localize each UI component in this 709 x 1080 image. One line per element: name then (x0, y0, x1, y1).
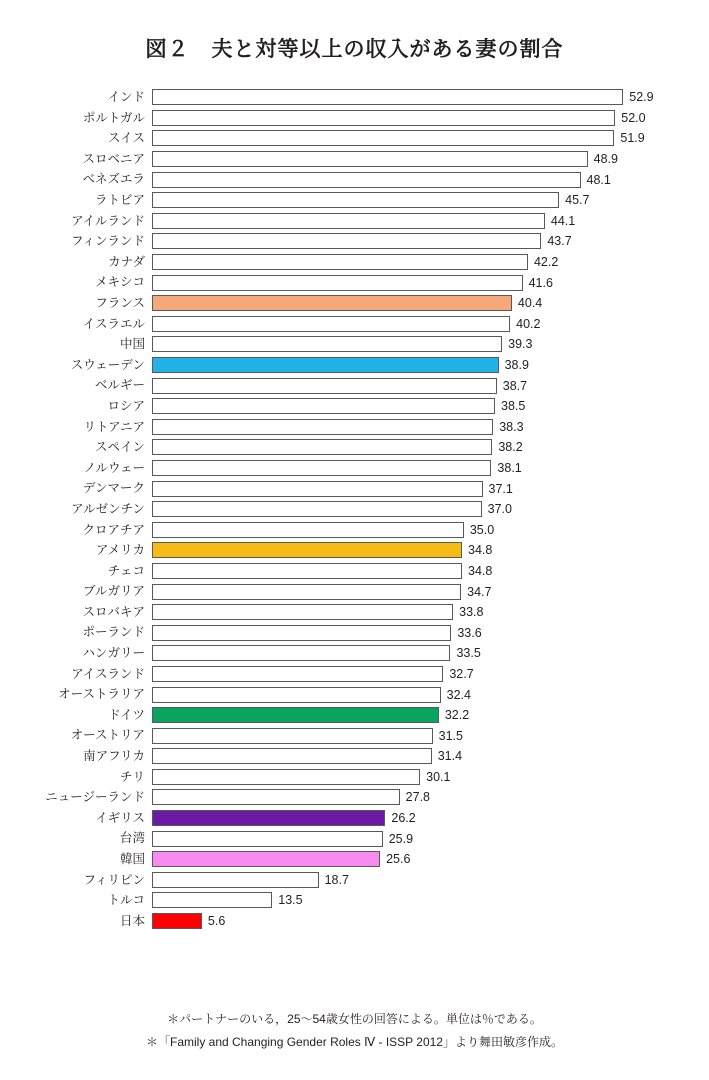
category-label: ポーランド (82, 625, 145, 640)
bar-value-label: 27.8 (405, 790, 431, 805)
bar (152, 687, 441, 703)
bar-value-label: 38.5 (501, 399, 526, 414)
bar-value-label: 25.6 (386, 852, 411, 867)
category-label: フランス (95, 295, 145, 310)
category-label: クロアチア (82, 522, 145, 537)
chart-row (0, 478, 709, 499)
bar-track (152, 645, 709, 661)
bar-track (152, 378, 709, 394)
bar-track (152, 707, 709, 723)
category-label: 南アフリカ (83, 749, 145, 764)
bar (152, 501, 482, 517)
bar (152, 892, 272, 908)
chart-row (0, 890, 709, 911)
bar (152, 707, 439, 723)
footnote-1: ＊パートナーのいる，25〜54歳女性の回答による。単位は％である。 (167, 1012, 542, 1027)
category-label: イスラエル (82, 316, 145, 331)
bar-track (152, 130, 709, 146)
bar-track (152, 439, 709, 455)
bar-value-label: 32.2 (444, 708, 470, 723)
footnotes (0, 1008, 709, 1054)
chart-row (0, 787, 709, 808)
chart-row (0, 519, 709, 540)
bar-track (152, 481, 709, 497)
bar (152, 872, 319, 888)
bar-value-label: 37.0 (487, 502, 512, 517)
category-label: スロバキア (82, 604, 145, 619)
bar-value-label: 33.8 (459, 605, 484, 620)
category-label: デンマーク (82, 481, 145, 496)
bar-value-label: 34.8 (468, 543, 493, 558)
bar-value-label: 43.7 (547, 234, 572, 249)
bar (152, 604, 453, 620)
chart-row (0, 540, 709, 561)
category-label: フィリピン (83, 872, 145, 887)
bar (152, 275, 523, 291)
bar (152, 625, 451, 641)
bar (152, 748, 432, 764)
bar-value-label: 38.3 (499, 419, 524, 434)
bar-value-label: 31.5 (438, 728, 463, 743)
chart-row (0, 849, 709, 870)
bar (152, 522, 464, 538)
bar (152, 89, 623, 105)
chart-row (0, 746, 709, 767)
category-label: スイス (107, 131, 145, 146)
bar-value-label: 44.1 (550, 213, 576, 228)
bar (152, 913, 202, 929)
bar-track (152, 275, 709, 291)
bar-value-label: 41.6 (528, 275, 553, 290)
bar-track (152, 192, 709, 208)
category-label: 韓国 (119, 852, 145, 867)
category-label: スロベニア (82, 151, 145, 166)
bar-track (152, 213, 709, 229)
bar (152, 584, 461, 600)
chart-row (0, 664, 709, 685)
bar-value-label: 34.7 (467, 584, 492, 599)
chart-row (0, 767, 709, 788)
bar-value-label: 40.2 (516, 316, 541, 331)
bar (152, 254, 528, 270)
bar-track (152, 172, 709, 188)
bar-value-label: 35.0 (469, 522, 495, 537)
bar-value-label: 13.5 (278, 893, 303, 908)
category-label: インド (107, 90, 145, 105)
category-label: カナダ (108, 254, 145, 269)
bar (152, 851, 380, 867)
chart-row (0, 231, 709, 252)
bar-track (152, 769, 709, 785)
chart-row (0, 684, 709, 705)
bar-track (152, 831, 709, 847)
chart-row (0, 808, 709, 829)
category-label: ドイツ (108, 707, 145, 722)
bar-value-label: 33.5 (456, 646, 481, 661)
bar (152, 192, 559, 208)
chart-row (0, 602, 709, 623)
bar (152, 645, 450, 661)
bar-track (152, 357, 709, 373)
bar-track (152, 501, 709, 517)
bar (152, 419, 493, 435)
bar-track (152, 625, 709, 641)
bar (152, 213, 545, 229)
bar (152, 481, 483, 497)
bar-value-label: 31.4 (437, 749, 463, 764)
bar-value-label: 38.9 (504, 358, 529, 373)
chart-row (0, 705, 709, 726)
bar-value-label: 18.7 (324, 872, 349, 887)
chart-row (0, 417, 709, 438)
bar-track (152, 254, 709, 270)
bar-track (152, 233, 709, 249)
bar-value-label: 5.6 (207, 914, 226, 929)
chart-row (0, 108, 709, 129)
bar (152, 769, 420, 785)
bar-value-label: 42.2 (533, 255, 559, 270)
bar-value-label: 48.9 (593, 152, 618, 167)
bar (152, 810, 385, 826)
category-label: ハンガリー (82, 646, 145, 661)
bar (152, 563, 462, 579)
bar (152, 130, 614, 146)
category-label: チリ (119, 769, 145, 784)
chart-row (0, 870, 709, 891)
category-label: トルコ (107, 893, 145, 908)
chart-row (0, 561, 709, 582)
bar-track (152, 460, 709, 476)
chart-row (0, 458, 709, 479)
bar-track (152, 913, 709, 929)
bar-track (152, 748, 709, 764)
category-label: アメリカ (95, 543, 145, 558)
bar-value-label: 52.9 (629, 90, 654, 105)
category-label: オーストリア (70, 728, 145, 743)
bar (152, 378, 497, 394)
bar-value-label: 30.1 (426, 769, 451, 784)
bar-track (152, 110, 709, 126)
category-label: スペイン (94, 440, 145, 455)
chart-row (0, 87, 709, 108)
bar (152, 439, 492, 455)
bar-track (152, 316, 709, 332)
category-label: ニュージーランド (45, 790, 145, 805)
bar (152, 172, 581, 188)
bar-track (152, 151, 709, 167)
category-label: メキシコ (95, 275, 145, 290)
bar (152, 357, 499, 373)
bar-value-label: 32.4 (446, 687, 471, 702)
bar-value-label: 25.9 (388, 831, 414, 846)
category-label: 日本 (119, 913, 145, 928)
category-label: アイスランド (71, 666, 145, 681)
bar (152, 336, 502, 352)
category-label: ノルウェー (83, 460, 145, 475)
bar (152, 831, 383, 847)
bar-track (152, 851, 709, 867)
chart-row (0, 128, 709, 149)
chart-row (0, 272, 709, 293)
bar (152, 110, 615, 126)
category-label: 台湾 (119, 831, 145, 846)
category-label: ラトビア (94, 193, 145, 208)
bar-value-label: 33.6 (457, 625, 482, 640)
chart-row (0, 334, 709, 355)
category-label: 中国 (119, 337, 145, 352)
chart-row (0, 149, 709, 170)
bar-value-label: 38.7 (502, 378, 528, 393)
chart-row (0, 581, 709, 602)
chart-row (0, 725, 709, 746)
category-label: オーストラリア (58, 687, 145, 702)
bar-track (152, 604, 709, 620)
bar-value-label: 26.2 (391, 811, 416, 826)
bar (152, 460, 491, 476)
chart-row (0, 499, 709, 520)
bar (152, 295, 512, 311)
category-label: アイルランド (71, 213, 145, 228)
bar (152, 398, 495, 414)
bar-track (152, 563, 709, 579)
category-label: ベルギー (94, 378, 145, 393)
page-title: 図２ 夫と対等以上の収入がある妻の割合 (145, 38, 564, 61)
category-label: スウェーデン (70, 357, 145, 372)
bar-track (152, 522, 709, 538)
bar-track (152, 810, 709, 826)
bar-value-label: 51.9 (620, 131, 645, 146)
bar-value-label: 34.8 (468, 563, 493, 578)
bar-track (152, 728, 709, 744)
bar-track (152, 666, 709, 682)
chart-row (0, 211, 709, 232)
category-label: イギリス (95, 810, 145, 825)
category-label: ベネズエラ (82, 172, 145, 187)
chart-row (0, 911, 709, 932)
bar (152, 316, 510, 332)
bar (152, 728, 433, 744)
bar-track (152, 892, 709, 908)
chart-row (0, 375, 709, 396)
bar-value-label: 48.1 (586, 172, 611, 187)
category-label: チェコ (107, 563, 145, 578)
category-label: フィンランド (70, 234, 145, 249)
bar-track (152, 336, 709, 352)
bar-value-label: 40.4 (517, 296, 543, 311)
bar-value-label: 37.1 (488, 481, 513, 496)
chart-row (0, 252, 709, 273)
bar (152, 233, 541, 249)
category-label: ロシア (107, 398, 145, 413)
bar-value-label: 38.1 (497, 460, 522, 475)
category-label: ブルガリア (82, 584, 145, 599)
chart-row (0, 190, 709, 211)
bar-track (152, 89, 709, 105)
chart-row (0, 314, 709, 335)
bar-value-label: 45.7 (565, 193, 590, 208)
bar-track (152, 542, 709, 558)
bar (152, 789, 400, 805)
chart-row (0, 169, 709, 190)
chart-row (0, 437, 709, 458)
bar (152, 151, 588, 167)
bar-value-label: 52.0 (621, 110, 646, 125)
chart-row (0, 293, 709, 314)
bar-track (152, 584, 709, 600)
chart-row (0, 396, 709, 417)
bar (152, 542, 462, 558)
bar-value-label: 32.7 (449, 666, 474, 681)
category-label: ポルトガル (82, 110, 145, 125)
chart-row (0, 355, 709, 376)
footnote-2: ＊「Family and Changing Gender Roles Ⅳ - ISSP 2012」より舞田敏彦作成。 (145, 1035, 563, 1050)
bar-track (152, 872, 709, 888)
bar-value-label: 38.2 (498, 440, 523, 455)
bar (152, 666, 443, 682)
bar-value-label: 39.3 (508, 337, 533, 352)
bar-track (152, 295, 709, 311)
bar-track (152, 419, 709, 435)
chart-row (0, 643, 709, 664)
bar-track (152, 398, 709, 414)
bar-track (152, 687, 709, 703)
chart-row (0, 828, 709, 849)
chart-row (0, 622, 709, 643)
category-label: リトアニア (83, 419, 145, 434)
bar-chart-plot (0, 87, 709, 931)
category-label: アルゼンチン (71, 501, 145, 516)
bar-track (152, 789, 709, 805)
